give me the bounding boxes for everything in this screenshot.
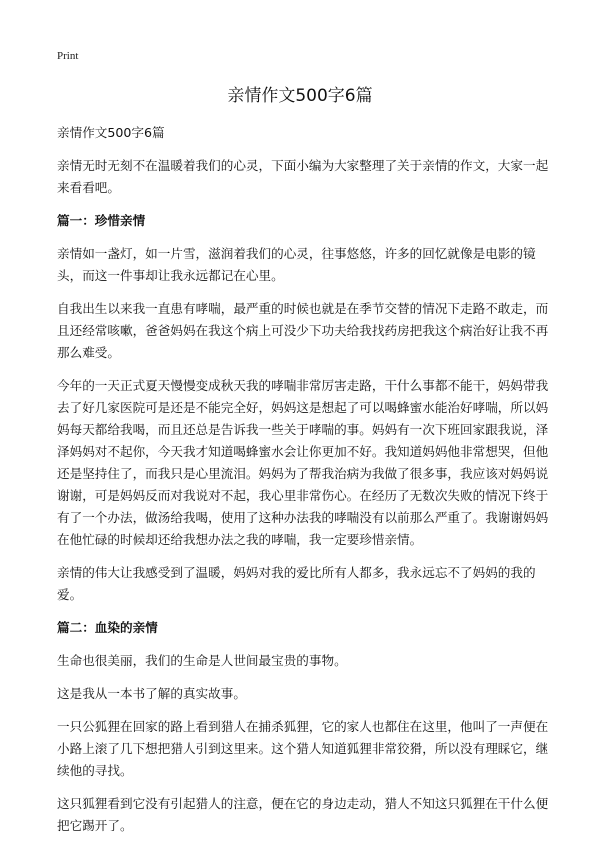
section-2-heading: 篇二：血染的亲情 (57, 620, 158, 635)
section-1-paragraph-3: 今年的一天正式夏天慢慢变成秋天我的哮喘非常厉害走路，干什么事都不能干，妈妈带我去了好几家医院可是还是不能完全好，妈妈这是想起了可以喝蜂蜜水能治好哮喘，所以妈妈每天都给我喝，而且还总是告诉我一些关于哮喘的事。妈妈有一次下班回家跟我说，泽泽妈妈对不起你，今天我才知道喝蜂蜜水会让你更加不好。我知道妈妈他非常想哭，但他还是坚持住了，而我只是心里流泪。妈妈为了帮我治病为我做了很多事，我应该对妈妈说谢谢，可是妈妈反而对我说对不起，我心里非常伤心。在经历了无数次失败的情况下终于有了一个办法，做汤给我喝，使用了这种办法我的哮喘没有以前那么严重了。我谢谢妈妈在他忙碌的时候却还给我想办法之我的哮喘，我一定要珍惜亲情。 (57, 378, 549, 547)
section-1-heading: 篇一：珍惜亲情 (57, 213, 146, 228)
page-title: 亲情作文500字6篇 (227, 86, 373, 106)
section-2-paragraph-3: 一只公狐狸在回家的路上看到猎人在捕杀狐狸，它的家人也都住在这里，他叫了一声便在小路上滚了几下想把猎人引到这里来。这个猎人知道狐狸非常狡猾，所以没有理睬它，继续他的寻找。 (57, 719, 549, 778)
section-1-paragraph-4: 亲情的伟大让我感受到了温暖，妈妈对我的爱比所有人都多，我永远忘不了妈妈的我的爱。 (57, 565, 536, 602)
print-link[interactable]: Print (57, 50, 79, 62)
section-1-paragraph-1: 亲情如一盏灯，如一片雪，滋润着我们的心灵，往事悠悠，许多的回忆就像是电影的镜头，而这一件事却让我永远都记在心里。 (57, 246, 536, 283)
article-body (57, 122, 549, 848)
article-subtitle: 亲情作文500字6篇 (57, 125, 165, 140)
section-2-paragraph-4: 这只狐狸看到它没有引起猎人的注意，便在它的身边走动，猎人不知这只狐狸在干什么便把它踢开了。 (57, 796, 549, 833)
section-2-paragraph-2: 这是我从一本书了解的真实故事。 (57, 686, 246, 701)
section-2-paragraph-1: 生命也很美丽，我们的生命是人世间最宝贵的事物。 (57, 653, 347, 668)
section-1-paragraph-2: 自我出生以来我一直患有哮喘，最严重的时候也就是在季节交替的情况下走路不敢走，而且还经常咳嗽，爸爸妈妈在我这个病上可没少下功夫给我找药房把我这个病治好让我不再那么难受。 (57, 301, 549, 360)
intro-paragraph: 亲情无时无刻不在温暖着我们的心灵，下面小编为大家整理了关于亲情的作文，大家一起来看看吧。 (57, 158, 549, 195)
